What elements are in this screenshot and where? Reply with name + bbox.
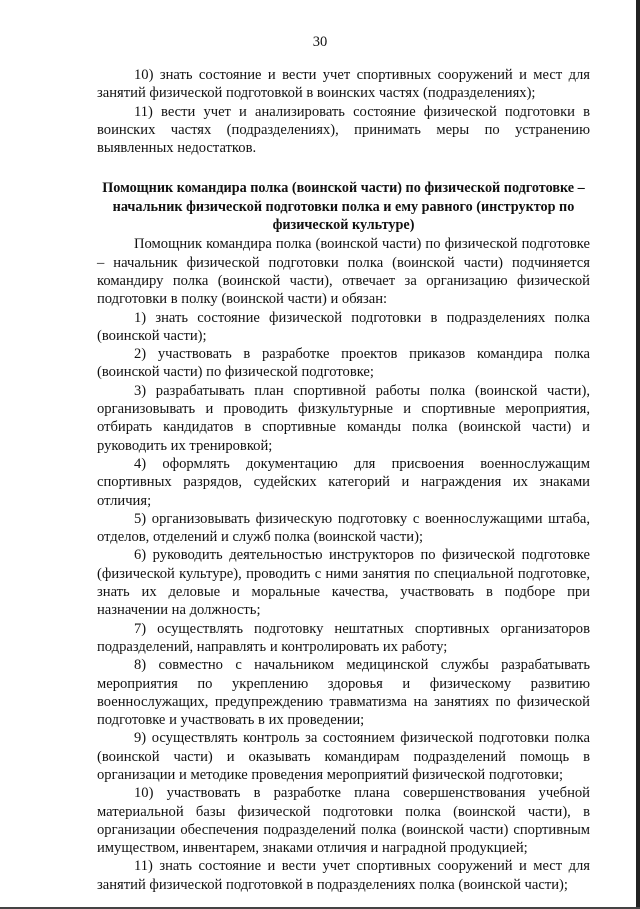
duty-item-4: 4) оформлять документацию для присвоения военнослужащим спортивных разрядов, судейских категорий и награждения их знаками отличия; bbox=[97, 455, 590, 509]
duty-item-6: 6) руководить деятельностью инструкторов по физической подготовке (физической культуре), проводить с ними занятия по специальной подготовке, знать их деловые и моральные качества, участвовать в подборе при назначении на должность; bbox=[97, 547, 590, 619]
duty-item-5: 5) организовывать физическую подготовку с военнослужащими штаба, отделов, отделений и служб полка (воинской части); bbox=[97, 510, 590, 546]
scan-edge-right bbox=[636, 0, 640, 909]
duty-item-3: 3) разрабатывать план спортивной работы полка (воинской части), организовывать и проводить физкультурные и спортивные мероприятия, отбирать кандидатов в спортивные команды полка (воинской части) и руководить их тренировкой; bbox=[97, 382, 590, 454]
duty-item-1: 1) знать состояние физической подготовки в подразделениях полка (воинской части); bbox=[97, 309, 590, 344]
intro-paragraph: Помощник командира полка (воинской части) по физической подготовке – начальник физической подготовки полка (воинской части) подчиняется командиру полка (воинской части), отвечает за организацию физической подготовки в полку (воинской части) и обязан: bbox=[97, 236, 590, 308]
page-number: 30 bbox=[312, 34, 328, 50]
duty-item-11: 11) знать состояние и вести учет спортивных сооружений и мест для занятий физической подготовкой в подразделениях полка (воинской части); bbox=[97, 858, 590, 893]
section-heading: Помощник командира полка (воинской части) по физической подготовке – начальник физической подготовки полка и ему равного (инструктор по физической культуре) bbox=[102, 180, 585, 234]
paragraph-top-10: 10) знать состояние и вести учет спортивных сооружений и мест для занятий физической подготовкой в воинских частях (подразделениях); bbox=[97, 67, 590, 102]
document-body bbox=[97, 66, 590, 894]
duty-item-2: 2) участвовать в разработке проектов приказов командира полка (воинской части) по физической подготовке; bbox=[97, 346, 590, 381]
duty-item-8: 8) совместно с начальником медицинской службы разрабатывать мероприятия по укреплению здоровья и физическому развитию военнослужащих, предупреждению травматизма на занятиях по физической подготовке и участвовать в их проведении; bbox=[97, 657, 590, 729]
paragraph-top-11: 11) вести учет и анализировать состояние физической подготовки в воинских частях (подразделениях), принимать меры по устранению выявленных недостатков. bbox=[97, 103, 590, 157]
duty-item-7: 7) осуществлять подготовку нештатных спортивных организаторов подразделений, направлять и контролировать их работу; bbox=[97, 620, 590, 655]
duty-item-9: 9) осуществлять контроль за состоянием физической подготовки полка (воинской части) и оказывать командирам подразделений помощь в организации и методике проведения мероприятий физической подготовки; bbox=[97, 730, 590, 783]
duty-item-10: 10) участвовать в разработке плана совершенствования учебной материальной базы физической подготовки полка (воинской части), в организации обеспечения подразделений полка (воинской части) спортивным имуществом, инвентарем, знаками отличия и наградной продукцией; bbox=[97, 785, 590, 857]
